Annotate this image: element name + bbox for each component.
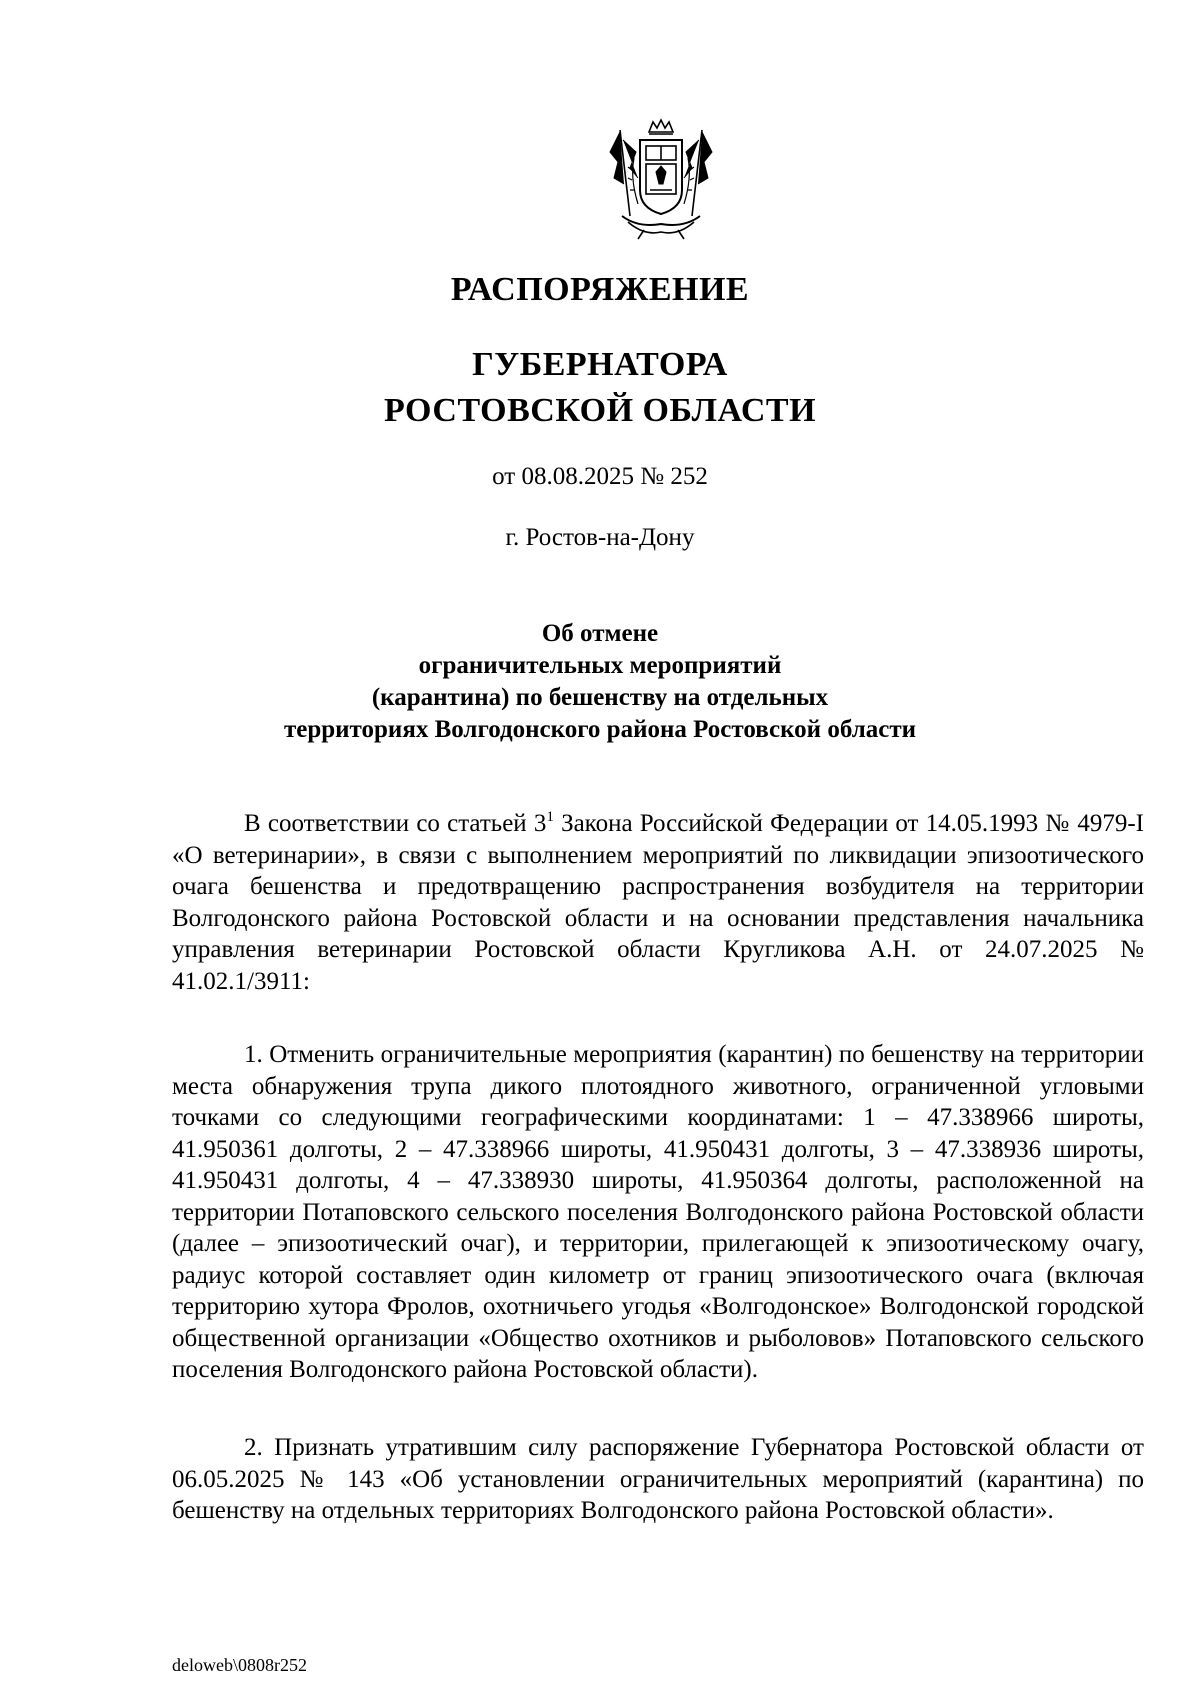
coat-of-arms-icon	[608, 118, 714, 240]
file-reference-code: deloweb\0808r252	[172, 1655, 307, 1675]
document-date-number: от 08.08.2025 № 252	[492, 463, 708, 490]
preamble-text-end: Закона Российской Федерации от 14.05.1993 № 4979-I «О ветеринарии», в связи с выполнением мероприятий по ликвидации эпизоотического очага бешенства и предотвращению распространения возбудителя на территории Волгодонского района Ростовской области и на основании представления начальника управления ветеринарии Ростовской области Кругликова А.Н. от 24.07.2025 № 41.02.1/3911:	[172, 810, 1144, 995]
authority-line-2: РОСТОВСКОЙ ОБЛАСТИ	[383, 392, 817, 429]
document-type-title: РАСПОРЯЖЕНИЕ	[450, 271, 750, 308]
subject-line-4: территориях Волгодонского района Ростовской области	[283, 716, 917, 743]
order-item-2	[172, 1432, 1144, 1527]
order-item-1-text: 1. Отменить ограничительные мероприятия (карантин) по бешенству на территории места обнаружения трупа дикого плотоядного животного, ограниченной угловыми точками со следующими географическими координатами: 1 – 47.338966 широты, 41.950361 долготы, 2 – 47.338966 широты, 41.950431 долготы, 3 – 47.338936 широты, 41.950431 долготы, 4 – 47.338930 широты, 41.950364 долготы, расположенной на территории Потаповского сельского поселения Волгодонского района Ростовской области (далее – эпизоотический очаг), и территории, прилегающей к эпизоотическому очагу, радиус которой составляет один километр от границ эпизоотического очага (включая территорию хутора Фролов, охотничьего угодья «Волгодонское» Волгодонской городской общественной организации «Общество охотников и рыболовов» Потаповского сельского поселения Волгодонского района Ростовской области).	[172, 1041, 1144, 1383]
preamble-text-start: В соответствии со статьей 3	[244, 810, 547, 837]
order-item-2-text: 2. Признать утратившим силу распоряжение Губернатора Ростовской области от 06.05.2025 № 143 «Об установлении ограничительных мероприятий (карантина) по бешенству на отдельных территориях Волгодонского района Ростовской области».	[172, 1434, 1144, 1524]
issuing-authority	[0, 342, 1200, 434]
order-item-1	[172, 1039, 1144, 1386]
subject-line-3: (карантина) по бешенству на отдельных	[371, 684, 829, 711]
subject-line-1: Об отмене	[541, 620, 659, 647]
article-superscript: 1	[546, 809, 554, 825]
preamble-paragraph	[172, 808, 1144, 997]
document-city: г. Ростов-на-Дону	[505, 524, 695, 551]
document-subject	[0, 618, 1200, 746]
authority-line-1: ГУБЕРНАТОРА	[472, 346, 728, 383]
subject-line-2: ограничительных мероприятий	[418, 652, 782, 679]
